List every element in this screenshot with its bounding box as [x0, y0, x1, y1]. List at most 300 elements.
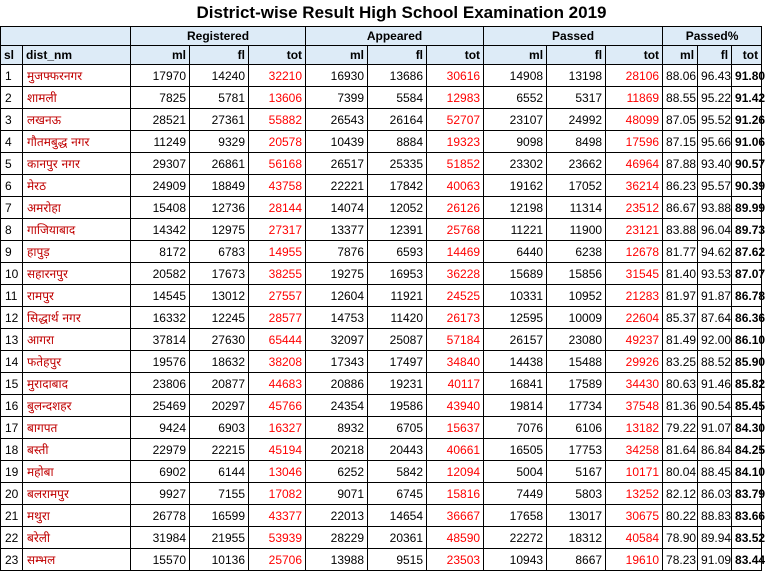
registered-fl-cell: 6783: [190, 241, 249, 263]
appeared-ml-cell: 8932: [306, 417, 368, 439]
passed-ml-cell: 17658: [484, 505, 547, 527]
passed-fl-cell: 5167: [547, 461, 606, 483]
appeared-ml-cell: 26543: [306, 109, 368, 131]
appeared-fl-cell: 20361: [368, 527, 427, 549]
passed-ml-cell: 10331: [484, 285, 547, 307]
table-row: [1, 351, 762, 373]
appeared-tot-cell: 40063: [427, 175, 484, 197]
registered-tot-cell: 25706: [249, 549, 306, 571]
table-row: [1, 527, 762, 549]
district-name-cell: फतेहपुर: [23, 351, 131, 373]
appeared-fl-cell: 17842: [368, 175, 427, 197]
appeared-tot-cell: 26173: [427, 307, 484, 329]
registered-ml-cell: 9927: [131, 483, 190, 505]
registered-ml-cell: 28521: [131, 109, 190, 131]
sl-cell: 18: [1, 439, 23, 461]
passed-pct-fl-cell: 88.52: [698, 351, 732, 373]
sl-cell: 19: [1, 461, 23, 483]
registered-fl-cell: 18632: [190, 351, 249, 373]
district-name-cell: गाजियाबाद: [23, 219, 131, 241]
appeared-ml-cell: 26517: [306, 153, 368, 175]
passed-tot-cell: 30675: [606, 505, 663, 527]
appeared-fl-cell: 6745: [368, 483, 427, 505]
registered-tot-cell: 13606: [249, 87, 306, 109]
district-name-cell: बरेली: [23, 527, 131, 549]
passed-ml-cell: 10943: [484, 549, 547, 571]
passed-pct-tot-cell: 86.36: [732, 307, 762, 329]
passed-pct-ml-cell: 81.64: [663, 439, 698, 461]
sl-cell: 8: [1, 219, 23, 241]
table-row: [1, 373, 762, 395]
passed-tot-cell: 12678: [606, 241, 663, 263]
passed-ml-cell: 16841: [484, 373, 547, 395]
passed-fl-cell: 10952: [547, 285, 606, 307]
district-name-cell: बुलन्दशहर: [23, 395, 131, 417]
passed-pct-tot-cell: 86.78: [732, 285, 762, 307]
col-appeared-ml: ml: [306, 46, 368, 65]
passed-ml-cell: 11221: [484, 219, 547, 241]
district-name-cell: बागपत: [23, 417, 131, 439]
appeared-ml-cell: 24354: [306, 395, 368, 417]
registered-fl-cell: 6903: [190, 417, 249, 439]
appeared-tot-cell: 15816: [427, 483, 484, 505]
registered-fl-cell: 18849: [190, 175, 249, 197]
appeared-tot-cell: 51852: [427, 153, 484, 175]
registered-fl-cell: 22215: [190, 439, 249, 461]
registered-fl-cell: 6144: [190, 461, 249, 483]
passed-pct-fl-cell: 91.07: [698, 417, 732, 439]
table-row: [1, 153, 762, 175]
sl-cell: 4: [1, 131, 23, 153]
col-appeared-tot: tot: [427, 46, 484, 65]
appeared-tot-cell: 57184: [427, 329, 484, 351]
passed-fl-cell: 13017: [547, 505, 606, 527]
table-row: [1, 109, 762, 131]
passed-fl-cell: 5803: [547, 483, 606, 505]
appeared-ml-cell: 14753: [306, 307, 368, 329]
table-row: [1, 307, 762, 329]
passed-pct-tot-cell: 83.52: [732, 527, 762, 549]
table-row: [1, 263, 762, 285]
district-name-cell: रामपुर: [23, 285, 131, 307]
registered-ml-cell: 31984: [131, 527, 190, 549]
district-name-cell: आगरा: [23, 329, 131, 351]
appeared-tot-cell: 30616: [427, 65, 484, 87]
table-row: [1, 329, 762, 351]
col-registered-tot: tot: [249, 46, 306, 65]
district-name-cell: हापुड़: [23, 241, 131, 263]
passed-tot-cell: 28106: [606, 65, 663, 87]
table-row: [1, 241, 762, 263]
passed-pct-ml-cell: 88.55: [663, 87, 698, 109]
passed-tot-cell: 17596: [606, 131, 663, 153]
appeared-fl-cell: 13686: [368, 65, 427, 87]
passed-pct-tot-cell: 91.26: [732, 109, 762, 131]
passed-pct-ml-cell: 83.88: [663, 219, 698, 241]
passed-fl-cell: 5317: [547, 87, 606, 109]
table-row: [1, 395, 762, 417]
registered-ml-cell: 26778: [131, 505, 190, 527]
passed-pct-tot-cell: 84.25: [732, 439, 762, 461]
passed-pct-ml-cell: 85.37: [663, 307, 698, 329]
col-pct-tot: tot: [732, 46, 762, 65]
group-passed: Passed: [484, 27, 663, 46]
passed-fl-cell: 23080: [547, 329, 606, 351]
appeared-fl-cell: 20443: [368, 439, 427, 461]
table-row: [1, 461, 762, 483]
passed-tot-cell: 37548: [606, 395, 663, 417]
appeared-fl-cell: 12391: [368, 219, 427, 241]
passed-pct-tot-cell: 91.06: [732, 131, 762, 153]
registered-fl-cell: 7155: [190, 483, 249, 505]
sl-cell: 6: [1, 175, 23, 197]
col-pct-fl: fl: [698, 46, 732, 65]
passed-pct-ml-cell: 86.23: [663, 175, 698, 197]
passed-pct-tot-cell: 84.30: [732, 417, 762, 439]
appeared-fl-cell: 5584: [368, 87, 427, 109]
appeared-ml-cell: 6252: [306, 461, 368, 483]
appeared-tot-cell: 24525: [427, 285, 484, 307]
passed-tot-cell: 34430: [606, 373, 663, 395]
appeared-ml-cell: 22013: [306, 505, 368, 527]
registered-tot-cell: 14955: [249, 241, 306, 263]
sl-cell: 5: [1, 153, 23, 175]
passed-pct-tot-cell: 83.79: [732, 483, 762, 505]
district-name-cell: गौतमबुद्ध नगर: [23, 131, 131, 153]
registered-ml-cell: 15570: [131, 549, 190, 571]
table-row: [1, 285, 762, 307]
col-passed-ml: ml: [484, 46, 547, 65]
district-name-cell: मेरठ: [23, 175, 131, 197]
registered-fl-cell: 10136: [190, 549, 249, 571]
passed-ml-cell: 6440: [484, 241, 547, 263]
passed-ml-cell: 26157: [484, 329, 547, 351]
registered-ml-cell: 24909: [131, 175, 190, 197]
group-passed-percent: Passed%: [663, 27, 762, 46]
sl-cell: 1: [1, 65, 23, 87]
district-name-cell: सम्भल: [23, 549, 131, 571]
registered-tot-cell: 45194: [249, 439, 306, 461]
passed-ml-cell: 5004: [484, 461, 547, 483]
registered-fl-cell: 27361: [190, 109, 249, 131]
table-row: [1, 65, 762, 87]
passed-pct-fl-cell: 86.84: [698, 439, 732, 461]
passed-ml-cell: 16505: [484, 439, 547, 461]
appeared-tot-cell: 15637: [427, 417, 484, 439]
passed-pct-tot-cell: 89.99: [732, 197, 762, 219]
passed-fl-cell: 18312: [547, 527, 606, 549]
passed-pct-fl-cell: 91.46: [698, 373, 732, 395]
passed-fl-cell: 13198: [547, 65, 606, 87]
registered-fl-cell: 27630: [190, 329, 249, 351]
district-name-cell: शामली: [23, 87, 131, 109]
passed-ml-cell: 14908: [484, 65, 547, 87]
passed-pct-fl-cell: 90.54: [698, 395, 732, 417]
district-name-cell: सिद्धार्थ नगर: [23, 307, 131, 329]
registered-fl-cell: 12245: [190, 307, 249, 329]
passed-pct-fl-cell: 95.57: [698, 175, 732, 197]
registered-fl-cell: 9329: [190, 131, 249, 153]
passed-pct-tot-cell: 89.73: [732, 219, 762, 241]
passed-ml-cell: 7449: [484, 483, 547, 505]
passed-ml-cell: 9098: [484, 131, 547, 153]
passed-pct-fl-cell: 91.87: [698, 285, 732, 307]
appeared-tot-cell: 12094: [427, 461, 484, 483]
passed-pct-ml-cell: 83.25: [663, 351, 698, 373]
result-table: [0, 26, 765, 571]
appeared-tot-cell: 19323: [427, 131, 484, 153]
passed-fl-cell: 11900: [547, 219, 606, 241]
district-name-cell: मुरादाबाद: [23, 373, 131, 395]
passed-fl-cell: 6106: [547, 417, 606, 439]
table-row: [1, 417, 762, 439]
passed-pct-fl-cell: 87.64: [698, 307, 732, 329]
passed-pct-tot-cell: 87.07: [732, 263, 762, 285]
passed-pct-fl-cell: 95.22: [698, 87, 732, 109]
appeared-ml-cell: 19275: [306, 263, 368, 285]
appeared-tot-cell: 23503: [427, 549, 484, 571]
table-row: [1, 175, 762, 197]
passed-pct-fl-cell: 91.09: [698, 549, 732, 571]
registered-ml-cell: 20582: [131, 263, 190, 285]
passed-pct-ml-cell: 87.15: [663, 131, 698, 153]
passed-pct-ml-cell: 80.04: [663, 461, 698, 483]
appeared-fl-cell: 11420: [368, 307, 427, 329]
passed-pct-ml-cell: 81.36: [663, 395, 698, 417]
table-body: [1, 65, 765, 571]
registered-tot-cell: 38255: [249, 263, 306, 285]
passed-pct-tot-cell: 83.44: [732, 549, 762, 571]
sl-cell: 15: [1, 373, 23, 395]
appeared-fl-cell: 25087: [368, 329, 427, 351]
sl-cell: 16: [1, 395, 23, 417]
sl-cell: 9: [1, 241, 23, 263]
passed-tot-cell: 29926: [606, 351, 663, 373]
appeared-ml-cell: 20886: [306, 373, 368, 395]
appeared-fl-cell: 11921: [368, 285, 427, 307]
passed-pct-fl-cell: 93.40: [698, 153, 732, 175]
district-name-cell: महोबा: [23, 461, 131, 483]
table-row: [1, 219, 762, 241]
registered-tot-cell: 65444: [249, 329, 306, 351]
sl-cell: 10: [1, 263, 23, 285]
passed-fl-cell: 24992: [547, 109, 606, 131]
appeared-ml-cell: 7399: [306, 87, 368, 109]
passed-tot-cell: 23121: [606, 219, 663, 241]
passed-pct-ml-cell: 87.05: [663, 109, 698, 131]
appeared-tot-cell: 43940: [427, 395, 484, 417]
passed-tot-cell: 10171: [606, 461, 663, 483]
passed-pct-fl-cell: 88.45: [698, 461, 732, 483]
registered-fl-cell: 16599: [190, 505, 249, 527]
passed-fl-cell: 17753: [547, 439, 606, 461]
registered-tot-cell: 43377: [249, 505, 306, 527]
passed-tot-cell: 23512: [606, 197, 663, 219]
registered-tot-cell: 27557: [249, 285, 306, 307]
passed-pct-fl-cell: 93.53: [698, 263, 732, 285]
registered-tot-cell: 32210: [249, 65, 306, 87]
district-name-cell: लखनऊ: [23, 109, 131, 131]
appeared-tot-cell: 36228: [427, 263, 484, 285]
table-row: [1, 483, 762, 505]
passed-tot-cell: 49237: [606, 329, 663, 351]
registered-tot-cell: 27317: [249, 219, 306, 241]
passed-pct-fl-cell: 92.00: [698, 329, 732, 351]
table-row: [1, 505, 762, 527]
appeared-ml-cell: 9071: [306, 483, 368, 505]
group-appeared: Appeared: [306, 27, 484, 46]
passed-fl-cell: 23662: [547, 153, 606, 175]
passed-tot-cell: 36214: [606, 175, 663, 197]
passed-ml-cell: 23107: [484, 109, 547, 131]
appeared-tot-cell: 52707: [427, 109, 484, 131]
registered-fl-cell: 5781: [190, 87, 249, 109]
sl-cell: 13: [1, 329, 23, 351]
page-title: District-wise Result High School Examination 2019: [196, 3, 607, 22]
registered-tot-cell: 28577: [249, 307, 306, 329]
passed-ml-cell: 22272: [484, 527, 547, 549]
registered-ml-cell: 6902: [131, 461, 190, 483]
passed-ml-cell: 19162: [484, 175, 547, 197]
registered-tot-cell: 53939: [249, 527, 306, 549]
district-name-cell: कानपुर नगर: [23, 153, 131, 175]
appeared-ml-cell: 22221: [306, 175, 368, 197]
appeared-ml-cell: 20218: [306, 439, 368, 461]
appeared-fl-cell: 16953: [368, 263, 427, 285]
appeared-ml-cell: 13377: [306, 219, 368, 241]
passed-pct-fl-cell: 96.04: [698, 219, 732, 241]
passed-pct-ml-cell: 86.67: [663, 197, 698, 219]
passed-pct-ml-cell: 81.49: [663, 329, 698, 351]
passed-ml-cell: 15689: [484, 263, 547, 285]
passed-pct-tot-cell: 85.45: [732, 395, 762, 417]
passed-tot-cell: 11869: [606, 87, 663, 109]
registered-ml-cell: 23806: [131, 373, 190, 395]
district-name-cell: सहारनपुर: [23, 263, 131, 285]
registered-ml-cell: 17970: [131, 65, 190, 87]
passed-pct-ml-cell: 82.12: [663, 483, 698, 505]
sl-cell: 12: [1, 307, 23, 329]
appeared-fl-cell: 19586: [368, 395, 427, 417]
appeared-ml-cell: 32097: [306, 329, 368, 351]
registered-tot-cell: 55882: [249, 109, 306, 131]
col-passed-fl: fl: [547, 46, 606, 65]
passed-pct-tot-cell: 84.10: [732, 461, 762, 483]
registered-tot-cell: 17082: [249, 483, 306, 505]
passed-tot-cell: 34258: [606, 439, 663, 461]
passed-fl-cell: 10009: [547, 307, 606, 329]
passed-tot-cell: 13252: [606, 483, 663, 505]
passed-ml-cell: 19814: [484, 395, 547, 417]
passed-tot-cell: 48099: [606, 109, 663, 131]
appeared-ml-cell: 13988: [306, 549, 368, 571]
registered-ml-cell: 11249: [131, 131, 190, 153]
passed-fl-cell: 17589: [547, 373, 606, 395]
passed-pct-ml-cell: 81.40: [663, 263, 698, 285]
passed-pct-tot-cell: 87.62: [732, 241, 762, 263]
appeared-fl-cell: 5842: [368, 461, 427, 483]
table-row: [1, 439, 762, 461]
appeared-ml-cell: 28229: [306, 527, 368, 549]
appeared-fl-cell: 25335: [368, 153, 427, 175]
appeared-fl-cell: 6593: [368, 241, 427, 263]
registered-tot-cell: 45766: [249, 395, 306, 417]
sl-cell: 2: [1, 87, 23, 109]
registered-fl-cell: 20877: [190, 373, 249, 395]
passed-tot-cell: 46964: [606, 153, 663, 175]
passed-ml-cell: 6552: [484, 87, 547, 109]
registered-ml-cell: 25469: [131, 395, 190, 417]
registered-tot-cell: 20578: [249, 131, 306, 153]
table-row: [1, 197, 762, 219]
appeared-tot-cell: 25768: [427, 219, 484, 241]
appeared-ml-cell: 14074: [306, 197, 368, 219]
passed-tot-cell: 31545: [606, 263, 663, 285]
passed-pct-tot-cell: 83.66: [732, 505, 762, 527]
passed-pct-tot-cell: 90.57: [732, 153, 762, 175]
blank-header-cell: [1, 27, 131, 46]
district-name-cell: मथुरा: [23, 505, 131, 527]
table-row: [1, 549, 762, 571]
table-row: [1, 131, 762, 153]
appeared-tot-cell: 36667: [427, 505, 484, 527]
registered-fl-cell: 12736: [190, 197, 249, 219]
passed-pct-ml-cell: 81.77: [663, 241, 698, 263]
registered-ml-cell: 14545: [131, 285, 190, 307]
passed-tot-cell: 40584: [606, 527, 663, 549]
passed-ml-cell: 23302: [484, 153, 547, 175]
registered-tot-cell: 56168: [249, 153, 306, 175]
appeared-tot-cell: 40661: [427, 439, 484, 461]
registered-tot-cell: 44683: [249, 373, 306, 395]
passed-pct-ml-cell: 80.63: [663, 373, 698, 395]
passed-fl-cell: 15856: [547, 263, 606, 285]
passed-fl-cell: 8667: [547, 549, 606, 571]
passed-pct-tot-cell: 86.10: [732, 329, 762, 351]
sl-cell: 23: [1, 549, 23, 571]
passed-ml-cell: 12198: [484, 197, 547, 219]
sl-cell: 3: [1, 109, 23, 131]
passed-pct-ml-cell: 78.23: [663, 549, 698, 571]
sl-cell: 11: [1, 285, 23, 307]
registered-ml-cell: 14342: [131, 219, 190, 241]
appeared-tot-cell: 26126: [427, 197, 484, 219]
passed-ml-cell: 14438: [484, 351, 547, 373]
passed-pct-tot-cell: 85.82: [732, 373, 762, 395]
col-dist-nm: dist_nm: [23, 46, 131, 65]
col-registered-fl: fl: [190, 46, 249, 65]
passed-pct-fl-cell: 86.03: [698, 483, 732, 505]
passed-fl-cell: 8498: [547, 131, 606, 153]
appeared-fl-cell: 19231: [368, 373, 427, 395]
district-name-cell: अमरोहा: [23, 197, 131, 219]
passed-pct-ml-cell: 78.90: [663, 527, 698, 549]
passed-pct-tot-cell: 85.90: [732, 351, 762, 373]
passed-tot-cell: 19610: [606, 549, 663, 571]
col-pct-ml: ml: [663, 46, 698, 65]
passed-pct-ml-cell: 88.06: [663, 65, 698, 87]
appeared-fl-cell: 14654: [368, 505, 427, 527]
registered-ml-cell: 22979: [131, 439, 190, 461]
appeared-fl-cell: 9515: [368, 549, 427, 571]
passed-pct-fl-cell: 94.62: [698, 241, 732, 263]
passed-pct-ml-cell: 81.97: [663, 285, 698, 307]
passed-pct-fl-cell: 96.43: [698, 65, 732, 87]
appeared-ml-cell: 7876: [306, 241, 368, 263]
passed-pct-ml-cell: 87.88: [663, 153, 698, 175]
sl-cell: 7: [1, 197, 23, 219]
passed-fl-cell: 15488: [547, 351, 606, 373]
